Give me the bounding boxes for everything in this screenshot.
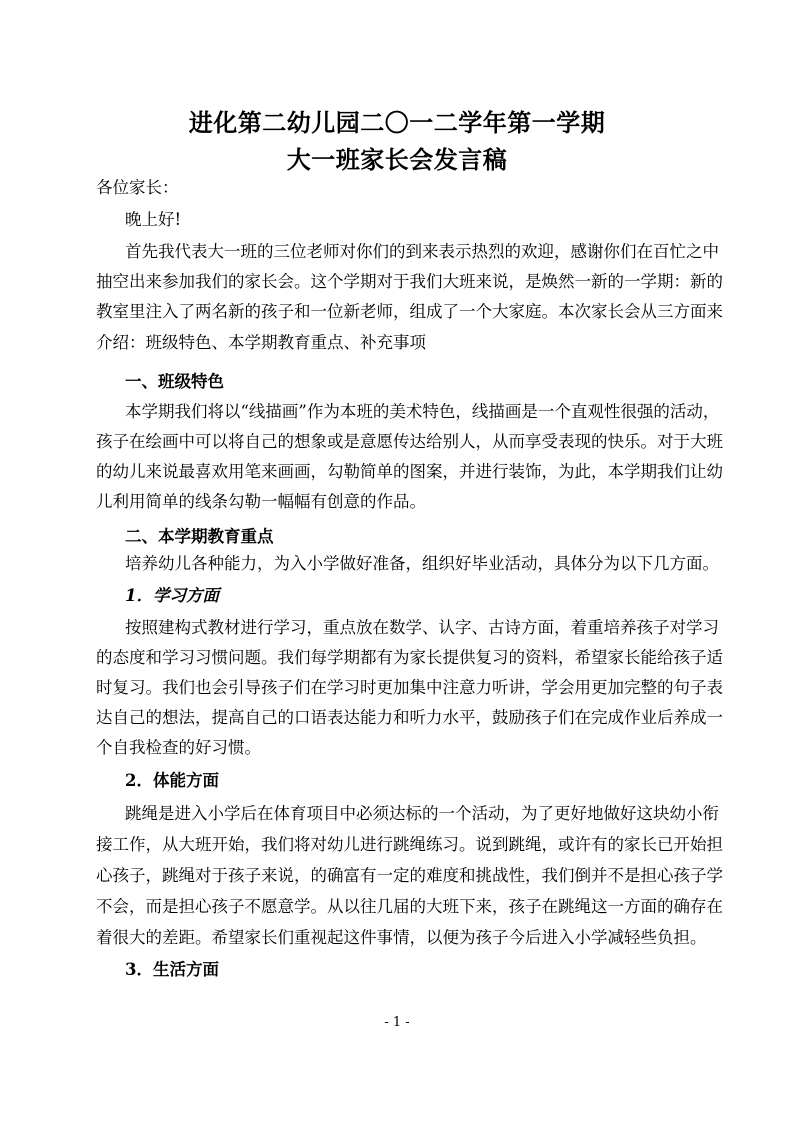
fitness-line: 着很大的差距。希望家长们重视起这件事情，以便为孩子今后进入小学减轻些负担。 xyxy=(96,928,707,947)
section-heading-education-focus: 二、本学期教育重点 xyxy=(125,527,274,546)
fitness-line: 心孩子，跳绳对于孩子来说，的确富有一定的难度和挑战性，我们倒并不是担心孩子学 xyxy=(96,866,723,885)
fitness-line: 不会，而是担心孩子不愿意学。从以往几届的大班下来，孩子在跳绳这一方面的确存在 xyxy=(96,897,723,916)
subsection-heading-study: 1．学习方面 xyxy=(125,586,219,605)
document-title: 进化第二幼儿园二〇一二学年第一学期 xyxy=(188,108,606,137)
fitness-line: 跳绳是进入小学后在体育项目中必须达标的一个活动，为了更好地做好这块幼小衔 xyxy=(125,804,719,823)
study-line: 个自我检查的好习惯。 xyxy=(96,738,261,757)
intro-line: 教室里注入了两名新的孩子和一位新老师，组成了一个大家庭。本次家长会从三方面来 xyxy=(96,302,723,321)
fitness-line: 接工作，从大班开始，我们将对幼儿进行跳绳练习。说到跳绳，或许有的家长已开始担 xyxy=(96,835,723,854)
section1-line: 本学期我们将以“线描画”作为本班的美术特色，线描画是一个直观性很强的活动， xyxy=(125,402,720,421)
subsection-heading-fitness: 2．体能方面 xyxy=(125,771,219,790)
document-subtitle: 大一班家长会发言稿 xyxy=(286,145,508,174)
section1-line: 儿利用简单的线条勾勒一幅幅有创意的作品。 xyxy=(96,492,426,511)
subsection-heading-daily-life: 3．生活方面 xyxy=(125,960,219,979)
section1-line: 的幼儿来说最喜欢用笔来画画，勾勒简单的图案，并进行装饰，为此，本学期我们让幼 xyxy=(96,462,723,481)
intro-line: 介绍：班级特色、本学期教育重点、补充事项 xyxy=(96,333,426,352)
study-line: 的态度和学习习惯问题。我们每学期都有为家长提供复习的资料，希望家长能给孩子适 xyxy=(96,648,723,667)
page-number: - 1 - xyxy=(384,1015,410,1030)
greeting: 晚上好! xyxy=(125,210,182,229)
intro-line: 首先我代表大一班的三位老师对你们的到来表示热烈的欢迎，感谢你们在百忙之中 xyxy=(125,242,719,261)
section2-intro: 培养幼儿各种能力，为入小学做好准备，组织好毕业活动，具体分为以下几方面。 xyxy=(125,554,719,573)
study-line: 时复习。我们也会引导孩子们在学习时更加集中注意力听讲，学会用更加完整的句子表 xyxy=(96,678,723,697)
study-line: 达自己的想法，提高自己的口语表达能力和听力水平，鼓励孩子们在完成作业后养成一 xyxy=(96,708,723,727)
study-line: 按照建构式教材进行学习，重点放在数学、认字、古诗方面，着重培养孩子对学习 xyxy=(125,618,719,637)
section1-line: 孩子在绘画中可以将自己的想象或是意愿传达给别人，从而享受表现的快乐。对于大班 xyxy=(96,432,723,451)
salutation: 各位家长： xyxy=(96,178,179,197)
intro-line: 抽空出来参加我们的家长会。这个学期对于我们大班来说，是焕然一新的一学期：新的 xyxy=(96,272,723,291)
section-heading-class-features: 一、班级特色 xyxy=(125,372,224,391)
